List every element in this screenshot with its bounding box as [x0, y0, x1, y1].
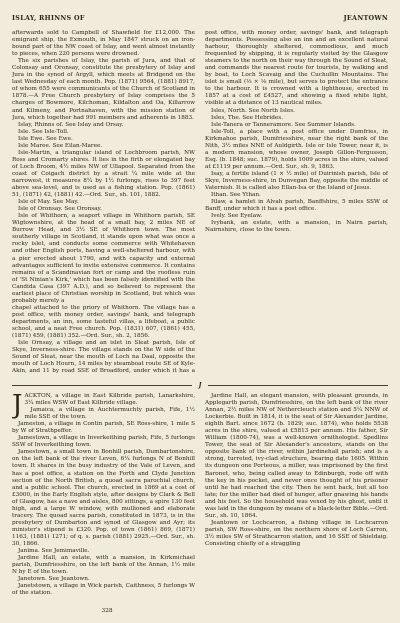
entry: Ithan. See Ythan. — [211, 192, 261, 199]
entry: Isles, North. See North Isles. — [211, 107, 295, 114]
entry: Isle Ewe. See Ewe. — [18, 135, 73, 142]
entry: Ivybank, an estate, with a mansion, in Nairn parish, Nairnshire, close to the town. — [205, 220, 388, 234]
entry: Isle of Whithorn, a seaport village in Whithorn parish, SE Wigtownshire, at the head of a small bay, 2 miles NE of Burrow Head, and 3½ SE of Whithorn town. The most southerly village in Scotland, it stands upon what was once a rocky islet, and conducts some commerce with Whitehaven and other English ports, having a well-sheltered harbour, with a pier erected about 1790, and with capacity and external advantages sufficient to invite extensive commerce. It contains remains of a Scandinavian fort or camp and the roofless ruin of 'St Ninian's Kirk,' which has been falsely identified with the Candida Casa (397 A.D.), and so believed to represent the earliest place of Christian worship in Scotland, but which was probably merely a — [12, 213, 195, 304]
entry: Jardine Hall, an estate, with a mansion, in Kirkmichael parish, Dumfriesshire, on the left bank of the Annan, 1½ mile N by E of the town. — [12, 555, 195, 576]
page-number: 328 — [101, 608, 113, 614]
entry: Jeantown or Lochcarron, a fishing village in Lochcarron parish, SW Ross-shire, on the northern shore of Loch Carron, 3½ miles SW of Strathcarron station, and 16 SSE of Shieldaig. Consisting chiefly of a straggling — [205, 519, 388, 547]
entry: Isle Ornsay, a village and an islet in Sleat parish, Isle of Skye, Inverness-shire. The village stands on the W side of the Sound of Sleat, near the mouth of Loch na Daal, opposite the mouth of Loch Hourn, 14 miles by steamboat route SE of Kyle-Akin, and 11 by road SSE of Broadford, under which it has a post office, with money order, savings' bank, and telegraph departments. Possessing also an inn and an excellent natural harbour, thoroughly sheltered, commodious, and much frequented by shipping, it is regularly visited by the Glasgow steamers to the north on their way through the Sound of Sleat, and commands the nearest route for tourists, by walking and by boat, to Loch Scavaig and the Cuchullin Mountains. The islet is small (⅓ × ⅛ mile), but serves to protect the entrance to the harbour. It is crowned with a lighthouse, erected in 1857 at a cost of £4527, and showing a fixed white light, visible at a distance of 13 nautical miles. — [12, 30, 388, 375]
drop-cap: J — [12, 393, 23, 420]
entry: Janima. See Jemimaville. — [18, 548, 90, 555]
entry: chapel attached to the priory of Whithorn. The village has a post office, with money order, savings' bank, and telegraph departments, an inn, some tasteful villas, a lifeboat, a public school, and a neat Free church. Pop. (1831) 607, (1861) 455, (1871) 459, (1881) 352.—Ord. Sur., sh. 2, 1856. — [12, 304, 195, 340]
entry: Janetstown, a village in Wick parish, Caithness, 5 furlongs W of the station. — [12, 583, 195, 597]
entry: Isle-Martin, a triangular island of Lochbroom parish, NW Ross and Cromarty shires. It lies in the firth or elongated bay of Loch Broom, 4½ miles NW of Ullapool. Separated from the coast of Coigach district by a strait ¼ mile wide at the narrowest, it measures 8¼ by 1½ furlongs, rises to 397 feet above sea-level, and is used as a fishing station. Pop. (1861) 51, (1871) 42, (1881) 42.—Ord. Sur., sh. 101, 1882. — [12, 149, 195, 199]
entry: Jamestown, a small town in Bonhill parish, Dumbartonshire, on the left bank of the river Leven, 6¼ furlongs N of Bonhill town. It shares in the busy industry of the Vale of Leven, and has a post office, a station on the Forth and Clyde Junction section of the North British, a quoad sacra parochial church, and a public school. The church, erected in 1869 at a cost of £3000, in the Early English style, after designs by Clark & Bell of Glasgow, has a nave and aisles, 800 sittings, a spire 130 feet high, and a large W window, with mullioned and elaborate tracery. The quoad sacra parish, constituted in 1873, is in the presbytery of Dumbarton and synod of Glasgow and Ayr; its minister's stipend is £320. Pop. of town (1861) 869, (1871) 1163, (1881) 1271; of q. s. parish (1881) 2925.—Ord. Sur., sh. 30, 1866. — [12, 449, 195, 547]
running-header — [12, 14, 388, 26]
entry: The six parishes of Islay, the parish of Jura, and that of Colonsay and Oronsay, constitute the presbytery of Islay and Jura in the synod of Argyll, which meets at Bridgend on the last Wednesday of each month. Pop. (1871) 9564, (1881) 8917, of whom 655 were communicants of the Church of Scotland in 1878.—A Free Church presbytery of Islay comprises the 5 charges of Bowmore, Kilchoman, Kildalton and Oa, Killarrow and Kilmeny, and Portnahaven, with the mission station of Jura, which together had 991 members and adherents in 1883. — [12, 58, 195, 121]
entry: afterwards sold to Campbell of Shawfield for £12,000. The emigrant ship, the Exmouth, in May 1847 struck on an iron-bound part of the NW coast of Islay, and went almost instantly to pieces, when 220 persons were drowned. — [12, 30, 195, 58]
entry: Jamaica, a village in Auchtermuchty parish, Fife, 1½ mile SSE of the town. — [24, 407, 195, 421]
upper-left-column — [12, 30, 195, 305]
entry: Jardine Hall, an elegant mansion, with pleasant grounds, in Applegarth parish, Dumfriesshire, on the left bank of the river Annan, 2½ miles NW of Nethercleuch station and 5¼ NNW of Lockerbie. Built in 1814, it is the seat of Sir Alexander Jardine, eighth Bart. since 1672 (b. 1829; suc. 1874), who holds 5538 acres in the shire, valued at £5813 per annum. His father, Sir William (1800-74), was a well-known ornithologist. Spedlins Tower, the seat of Sir Alexander's ancestors, stands on the opposite bank of the river, within Jardinehall parish; and is a strong, turreted, ivy-clad structure, bearing date 1605. Within its dungeon one Porteous, a miller, was imprisoned by the first Baronet, who, being called away to Edinburgh, rode off with the key in his pocket, and never once thought of his prisoner until he had reached the city. Then he sent back, but all too late; for the miller had died of hunger, after gnawing his hands and his feet. So the household was vexed by his ghost, until it was laid in the dungeon by means of a black-letter Bible.—Ord. Sur., sh. 10, 1864. — [205, 393, 388, 519]
entry: Janetown. See Jeantown. — [18, 576, 90, 583]
entry: Isle-Toll, a place with a post office under Dumfries, in Kirkmahoe parish, Dumfriesshire, near the right bank of the Nith, 3½ miles NNE of Auldgirth. Isle or Isle Tower, near it, is a modern mansion, whose owner, Joseph Gillon-Fergusson, Esq. (b. 1848; suc. 1879), holds 1009 acres in the shire, valued at £1119 per annum.—Ord. Sur., sh. 9, 1863. — [205, 128, 388, 170]
entry: Itlaw, a hamlet in Alvah parish, Banffshire, 5 miles SSW of Banff, under which it has a post office. — [205, 199, 388, 213]
upper-columns — [12, 30, 388, 376]
section-letter: J — [198, 382, 202, 389]
entry: Ively. See Eyelaw. — [211, 213, 263, 220]
entry: Isay, a fertile island (1 × ½ mile) of Duirinish parish, Isle of Skye, Inverness-shire, in Dunvegan Bay, opposite the middle of Vaternish. It is called also Ellan-Isa or the Island of Jesus. — [205, 170, 388, 192]
header-left: ISLAY, RHINNS OF — [12, 14, 85, 22]
entry: JACKTON, a village in East Kilbride parish, Lanarkshire, 3¼ miles WSW of East Kilbride village. — [12, 393, 195, 420]
entry: Isles, The. See Hebrides. — [211, 114, 283, 121]
lower-columns — [12, 393, 388, 605]
entry: Jamestown, a village in Inverkeithing parish, Fife, 5 furlongs SSW of Inverkeithing town. — [12, 435, 195, 449]
entry: Isle-Tanera or Tanneramore. See Summer Islands. — [211, 121, 356, 128]
entry: Isle. See Isle-Toll. — [18, 128, 69, 135]
entry: Isle Maree. See Eilan-Maree. — [18, 142, 103, 149]
entry: Islay, Rhinns of. See Islay and Orsay. — [18, 121, 124, 128]
entry: Jameston, a village in Contin parish, SE Ross-shire, 1 mile S by W of Strathpeffer. — [12, 421, 195, 435]
entry: Isle of May. See May. — [18, 199, 79, 206]
header-right: JEANTOWN — [343, 14, 388, 22]
entry: Isle of Oronsay. See Oronsay. — [18, 206, 102, 213]
